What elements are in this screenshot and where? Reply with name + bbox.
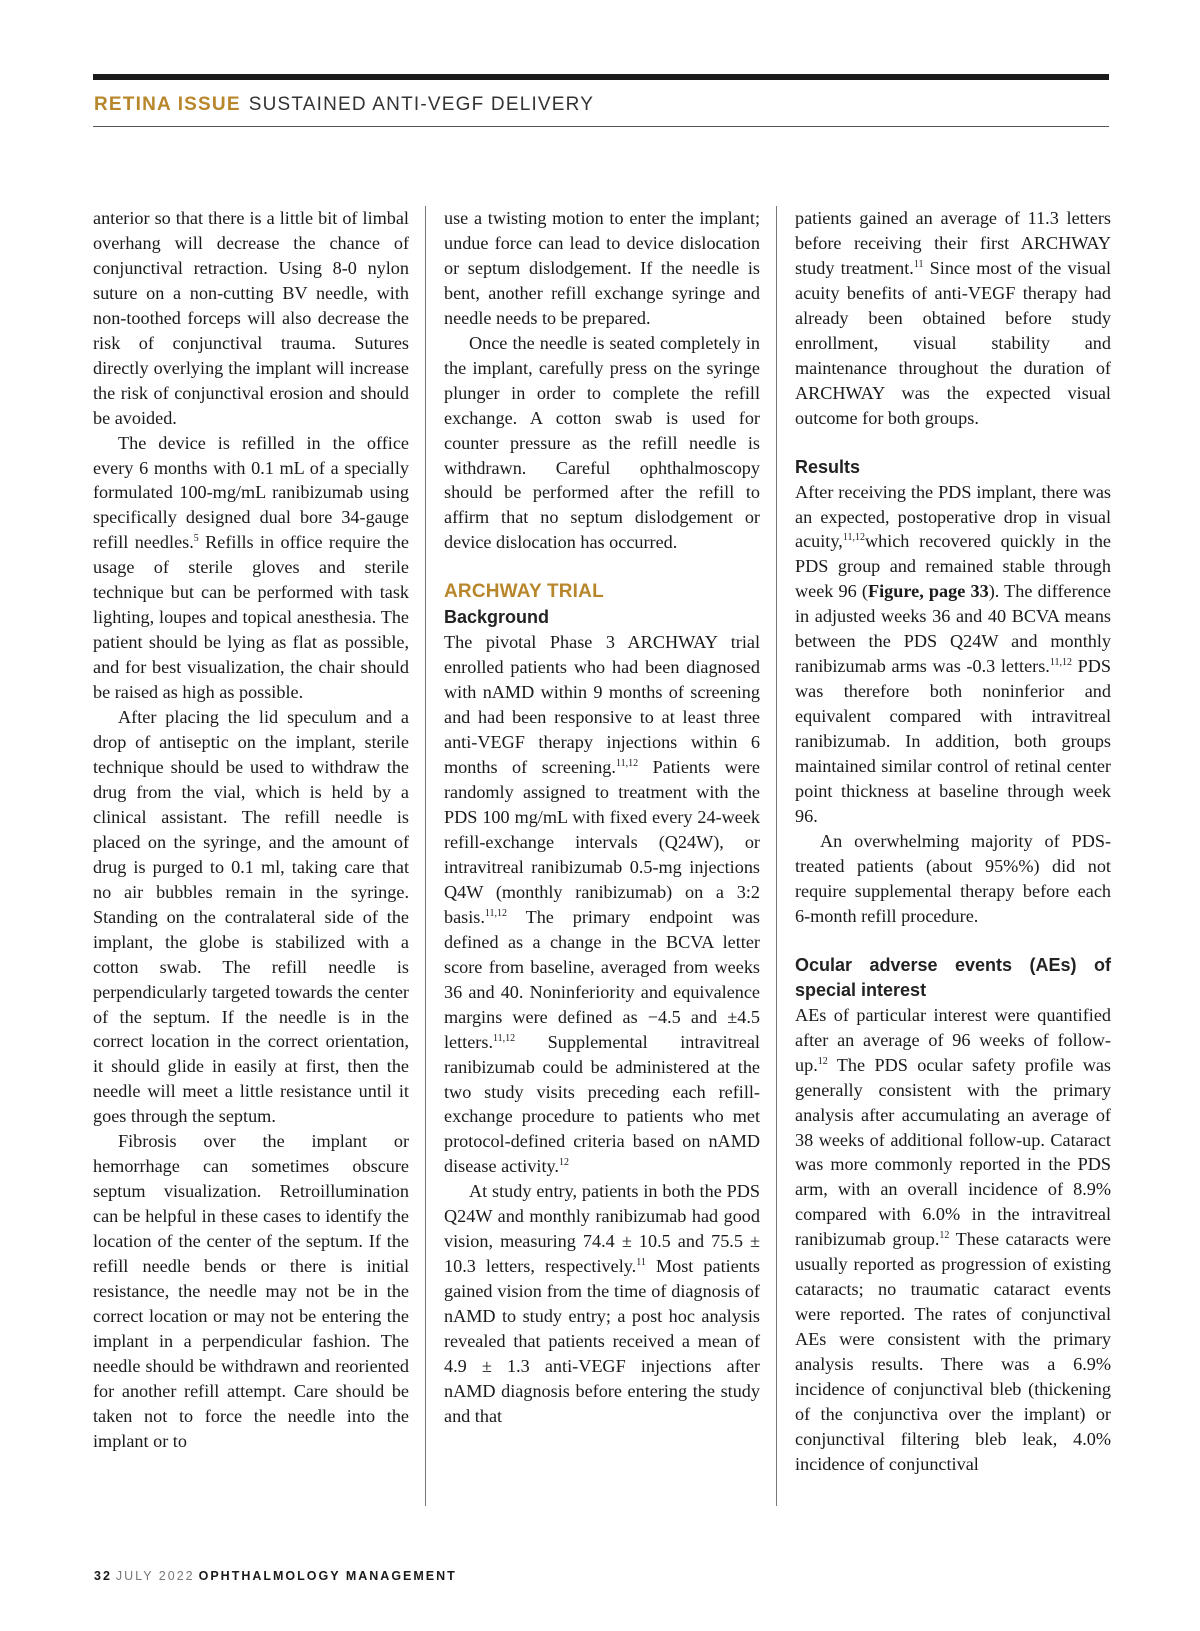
subsection-heading: Results bbox=[795, 456, 861, 477]
reference-superscript: 11 bbox=[913, 258, 924, 270]
text-run: The PDS ocular safety profile was generally consistent with the primary analysis after accumulating an average of 38 weeks of additional follow-up. Cataract was more commonly reported in the PDS arm, with an overall incidence of 8.9% compared with 6.0% in the intravitreal ranibizumab group. bbox=[795, 1054, 1111, 1250]
reference-superscript: 11,12 bbox=[484, 907, 508, 919]
article-topic: SUSTAINED ANTI-VEGF DELIVERY bbox=[248, 94, 595, 115]
text-run: Supplemental intravitreal ranibizumab could be administered at the two study visits preceding each refill-exchange procedure to patients who met protocol-defined criteria based on nAMD disease activity. bbox=[444, 1031, 760, 1177]
issue-date: JULY 2022 bbox=[115, 1569, 195, 1583]
text-run: The primary endpoint was defined as a change in the BCVA letter score from baseline, averaged from weeks 36 and 40. Noninferiority and equivalence margins were defined as −4.5 and ±4.5 letters. bbox=[444, 906, 760, 1052]
reference-superscript: 11,12 bbox=[842, 532, 865, 544]
text-run: Refills in office require the usage of sterile gloves and sterile technique but can be performed with task lighting, loupes and topical anesthesia. The patient should be lying as flat as possible, and for best visualization, the chair should be raised as high as possible. bbox=[93, 532, 409, 703]
paragraph: An overwhelming majority of PDS-treated patients (about 95%%) did not require supplemental therapy before each 6-month refill procedure. bbox=[795, 830, 1111, 926]
text-run: which recovered quickly in the PDS group and remained stable through week 96 ( bbox=[795, 531, 1111, 602]
reference-superscript: 11,12 bbox=[615, 758, 639, 770]
text-run: The pivotal Phase 3 ARCHWAY trial enrolled patients who had been diagnosed with nAMD within 9 months of screening and had been responsive to at least three anti-VEGF therapy injections within 6 months of screening. bbox=[444, 632, 760, 778]
column-divider bbox=[425, 206, 426, 1506]
running-head bbox=[94, 94, 594, 116]
text-run: These cataracts were usually reported as progression of existing cataracts; no traumatic cataract events were reported. The rates of conjunctival AEs were consistent with the primary analysis results. There was a 6.9% incidence of conjunctival bleb (thickening of the conjunctiva over the implant) or conjunctival filtering bleb leak, 4.0% incidence of conjunctival bbox=[795, 1229, 1111, 1474]
paragraph bbox=[795, 206, 1111, 431]
paragraph bbox=[795, 480, 1111, 829]
subsection-heading: Ocular adverse events (AEs) of special interest bbox=[795, 954, 1111, 1000]
text-column-3 bbox=[795, 206, 1111, 1477]
magazine-name: OPHTHALMOLOGY MANAGEMENT bbox=[198, 1569, 457, 1583]
paragraph: Once the needle is seated completely in the implant, carefully press on the syringe plunger in order to complete the refill exchange. A cotton swab is used for counter pressure as the refill needle is withdrawn. Careful ophthalmoscopy should be performed after the refill to affirm that no septum dislodgement or device dislocation has occurred. bbox=[444, 332, 760, 553]
reference-superscript: 5 bbox=[193, 533, 199, 545]
reference-superscript: 12 bbox=[939, 1230, 950, 1242]
paragraph bbox=[795, 1003, 1111, 1477]
paragraph: Fibrosis over the implant or hemorrhage can sometimes obscure septum visualization. Retroillumination can be helpful in these cases to identify the location of the center of the septum. If the refill needle bends or there is initial resistance, the needle may not be in the correct location or may not be entering the implant in a perpendicular fashion. The needle should be withdrawn and reoriented for another refill attempt. Care should be taken not to force the needle into the implant or to bbox=[93, 1131, 409, 1451]
reference-superscript: 12 bbox=[817, 1055, 828, 1067]
paragraph bbox=[93, 431, 409, 705]
column-divider bbox=[776, 206, 777, 1506]
header-bottom-rule bbox=[93, 126, 1109, 127]
paragraph: use a twisting motion to enter the implant; undue force can lead to device dislocation or septum dislodgement. If the needle is bent, another refill exchange syringe and needle needs to be prepared. bbox=[444, 208, 760, 328]
text-run: patients gained an average of 11.3 letters before receiving their first ARCHWAY study treatment. bbox=[795, 208, 1111, 278]
reference-superscript: 11,12 bbox=[1049, 657, 1072, 669]
reference-superscript: 11 bbox=[636, 1257, 646, 1269]
page-footer bbox=[94, 1569, 457, 1583]
spacer bbox=[444, 555, 760, 579]
text-run: Since most of the visual acuity benefits of anti-VEGF therapy had already been obtained before study enrollment, visual stability and maintenance throughout the duration of ARCHWAY was the expected visual outcome for both groups. bbox=[795, 257, 1111, 428]
spacer bbox=[795, 431, 1111, 455]
reference-superscript: 11,12 bbox=[493, 1032, 516, 1044]
figure-reference: Figure, page 33 bbox=[868, 581, 989, 602]
text-run: AEs of particular interest were quantified after an average of 96 weeks of follow-up. bbox=[795, 1004, 1111, 1075]
paragraph bbox=[444, 1179, 760, 1429]
reference-superscript: 12 bbox=[558, 1157, 569, 1169]
text-run: ). The difference in adjusted weeks 36 and 40 BCVA means between the PDS Q24W and monthly ranibizumab arms was -0.3 letters. bbox=[795, 581, 1111, 677]
subsection-heading: Background bbox=[444, 607, 550, 628]
text-run: Patients were randomly assigned to treatment with the PDS 100 mg/mL with fixed every 24-week refill-exchange intervals (Q24W), or intravitreal ranibizumab 0.5-mg injections Q4W (monthly ranibizumab) on a 3:2 basis. bbox=[444, 757, 760, 927]
paragraph: After placing the lid speculum and a drop of antiseptic on the implant, sterile technique should be used to withdraw the drug from the vial, which is held by a clinical assistant. The refill needle is placed on the syringe, and the amount of drug is purged to 0.1 ml, taking care that no air bubbles remain in the syringe. Standing on the contralateral side of the implant, the globe is stabilized with a cotton swab. The refill needle is perpendicularly targeted towards the center of the septum. If the needle is in the correct location in the correct orientation, it should glide in easily at first, then the needle will meet a little resistance until it goes through the septum. bbox=[93, 707, 409, 1127]
paragraph: anterior so that there is a little bit of limbal overhang will decrease the chance of conjunctival retraction. Using 8-0 nylon suture on a non-cutting BV needle, with non-toothed forceps will also decrease the risk of conjunctival trauma. Sutures directly overlying the implant will increase the risk of conjunctival erosion and should be avoided. bbox=[93, 208, 409, 428]
page-number: 32 bbox=[94, 1569, 112, 1583]
section-heading: ARCHWAY TRIAL bbox=[444, 581, 604, 603]
spacer bbox=[795, 929, 1111, 953]
text-run: At study entry, patients in both the PDS Q24W and monthly ranibizumab had good vision, measuring 74.4 ± 10.5 and 75.5 ± 10.3 letters, respectively. bbox=[444, 1181, 760, 1277]
header-top-rule bbox=[93, 74, 1109, 80]
text-run: The device is refilled in the office every 6 months with 0.1 mL of a specially formulated 100-mg/mL ranibizumab using specifically designed dual bore 34-gauge refill needles. bbox=[93, 432, 409, 553]
text-column-1 bbox=[93, 206, 409, 1454]
text-run: Most patients gained vision from the time of diagnosis of nAMD to study entry; a post hoc analysis revealed that patients received a mean of 4.9 ± 1.3 anti-VEGF injections after nAMD diagnosis before entering the study and that bbox=[444, 1256, 760, 1426]
text-run: After receiving the PDS implant, there was an expected, postoperative drop in visual acuity, bbox=[795, 481, 1111, 552]
text-column-2 bbox=[444, 206, 760, 1429]
text-run: PDS was therefore both noninferior and equivalent compared with intravitreal ranibizumab. In addition, both groups maintained similar control of retinal center point thickness at baseline through week 96. bbox=[795, 656, 1111, 826]
paragraph bbox=[444, 630, 760, 1179]
section-label: RETINA ISSUE bbox=[94, 94, 241, 115]
